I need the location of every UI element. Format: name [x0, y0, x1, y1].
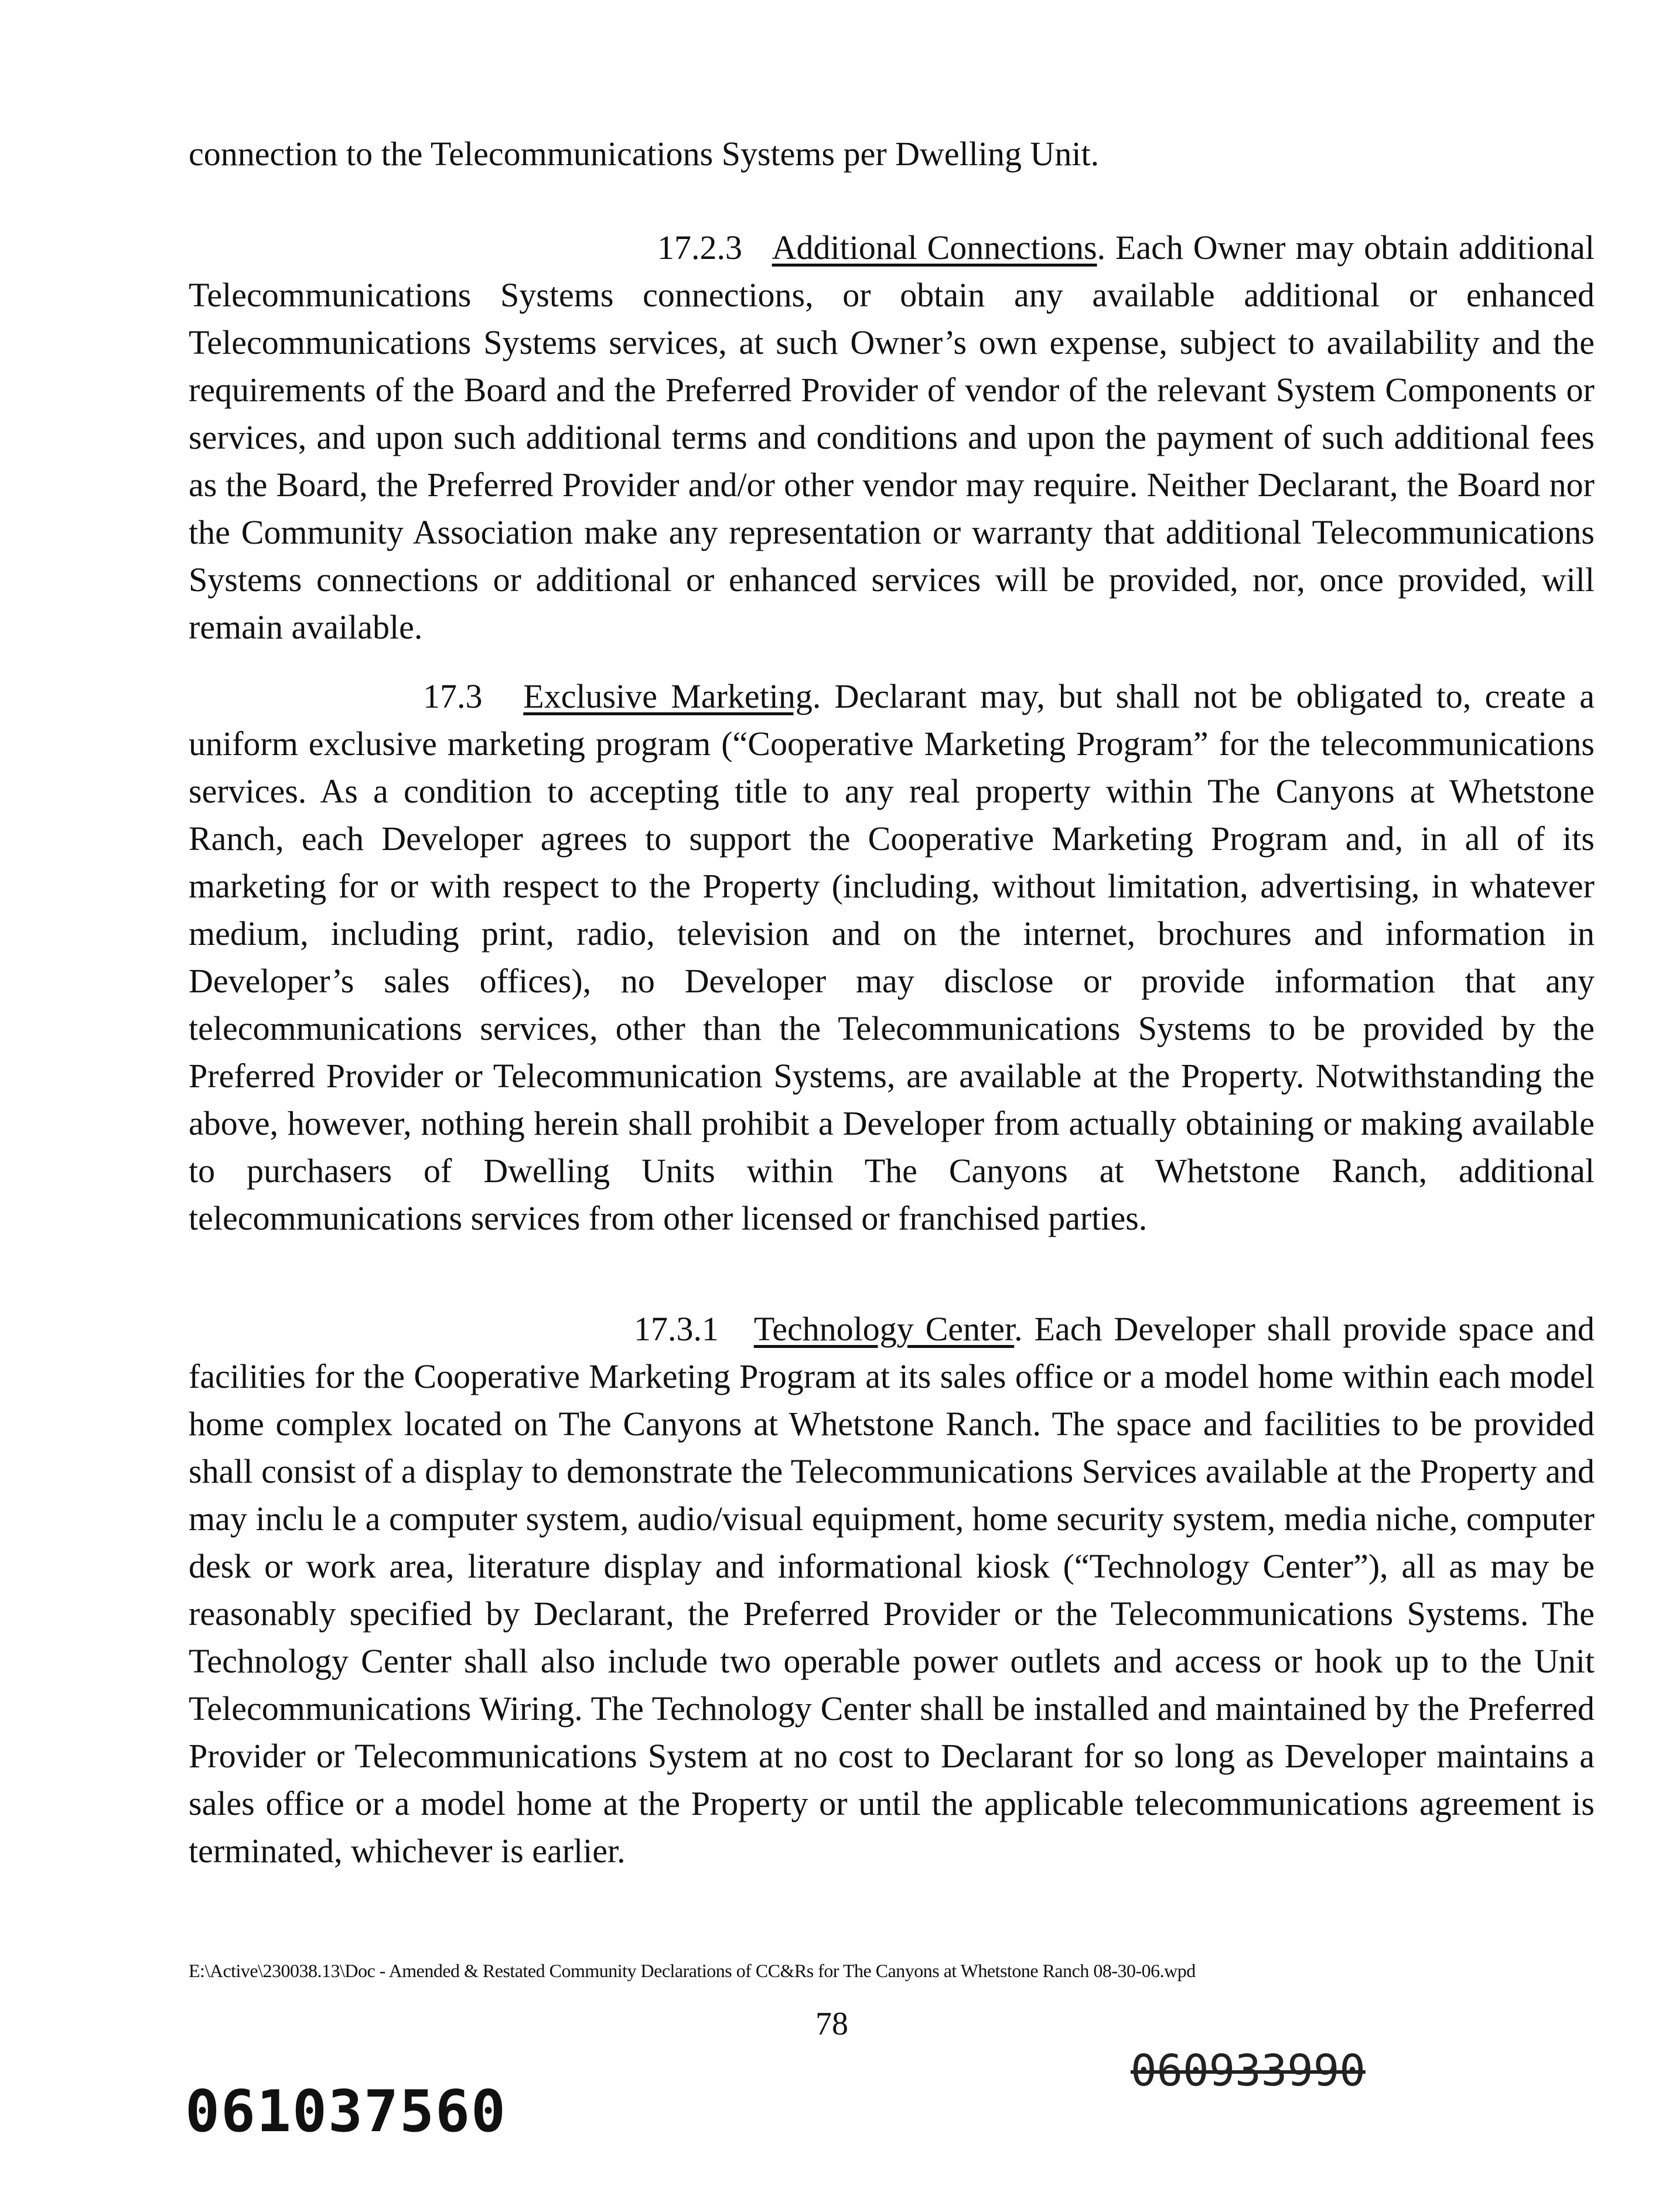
section-heading: Exclusive Marketing	[523, 677, 813, 715]
section-number: 17.3	[423, 677, 483, 715]
section-heading: Technology Center	[753, 1310, 1015, 1348]
section-17-2-3	[189, 224, 1595, 651]
footer-file-path: E:\Active\230038.13\Doc - Amended & Restated Community Declarations of CC&Rs for The Canyons at Whetstone Ranch 08-30-06.wpd	[189, 1960, 1196, 1981]
section-number: 17.2.3	[657, 228, 742, 267]
section-body: . Each Developer shall provide space and facilities for the Cooperative Marketing Program at its sales office or a model home within each model home complex located on The Canyons at Whetstone Ranch. The space and facilities to be provided shall consist of a display to demonstrate the Telecommunications Services available at the Property and may inclu le a computer system, audio/visual equipment, home security system, media niche, computer desk or work area, literature display and informational kiosk (“Technology Center”), all as may be reasonably specified by Declarant, the Preferred Provider or the Telecommunications Systems. The Technology Center shall also include two operable power outlets and access or hook up to the Unit Telecommunications Wiring. The Technology Center shall be installed and maintained by the Preferred Provider or Telecommunications System at no cost to Declarant for so long as Developer maintains a sales office or a model home at the Property or until the applicable telecommunications agreement is terminated, whichever is earlier.	[189, 1310, 1595, 1870]
struck-document-number: 060933990	[1131, 2046, 1366, 2096]
section-17-3	[189, 673, 1595, 1242]
section-heading: Additional Connections	[772, 228, 1097, 267]
section-body: . Each Owner may obtain additional Telecommunications Systems connections, or obtain any available additional or enhanced Telecommunications Systems services, at such Owner’s own expense, subject to availability and the requirements of the Board and the Preferred Provider of vendor of the relevant System Components or services, and upon such additional terms and conditions and upon the payment of such additional fees as the Board, the Preferred Provider and/or other vendor may require. Neither Declarant, the Board nor the Community Association make any representation or warranty that additional Telecommunications Systems connections or additional or enhanced services will be provided, nor, once provided, will remain available.	[189, 228, 1595, 646]
document-number: 061037560	[185, 2078, 507, 2145]
page-number: 78	[815, 2006, 848, 2042]
section-17-3-1	[189, 1305, 1595, 1875]
section-number: 17.3.1	[634, 1310, 719, 1348]
section-body: . Declarant may, but shall not be obligated to, create a uniform exclusive marketing program (“Cooperative Marketing Program” for the telecommunications services. As a condition to accepting title to any real property within The Canyons at Whetstone Ranch, each Developer agrees to support the Cooperative Marketing Program and, in all of its marketing for or with respect to the Property (including, without limitation, advertising, in whatever medium, including print, radio, television and on the internet, brochures and information in Developer’s sales offices), no Developer may disclose or provide information that any telecommunications services, other than the Telecommunications Systems to be provided by the Preferred Provider or Telecommunication Systems, are available at the Property. Notwithstanding the above, however, nothing herein shall prohibit a Developer from actually obtaining or making available to purchasers of Dwelling Units within The Canyons at Whetstone Ranch, additional telecommunications services from other licensed or franchised parties.	[189, 677, 1595, 1237]
opening-line: connection to the Telecommunications Systems per Dwelling Unit.	[189, 135, 1100, 173]
